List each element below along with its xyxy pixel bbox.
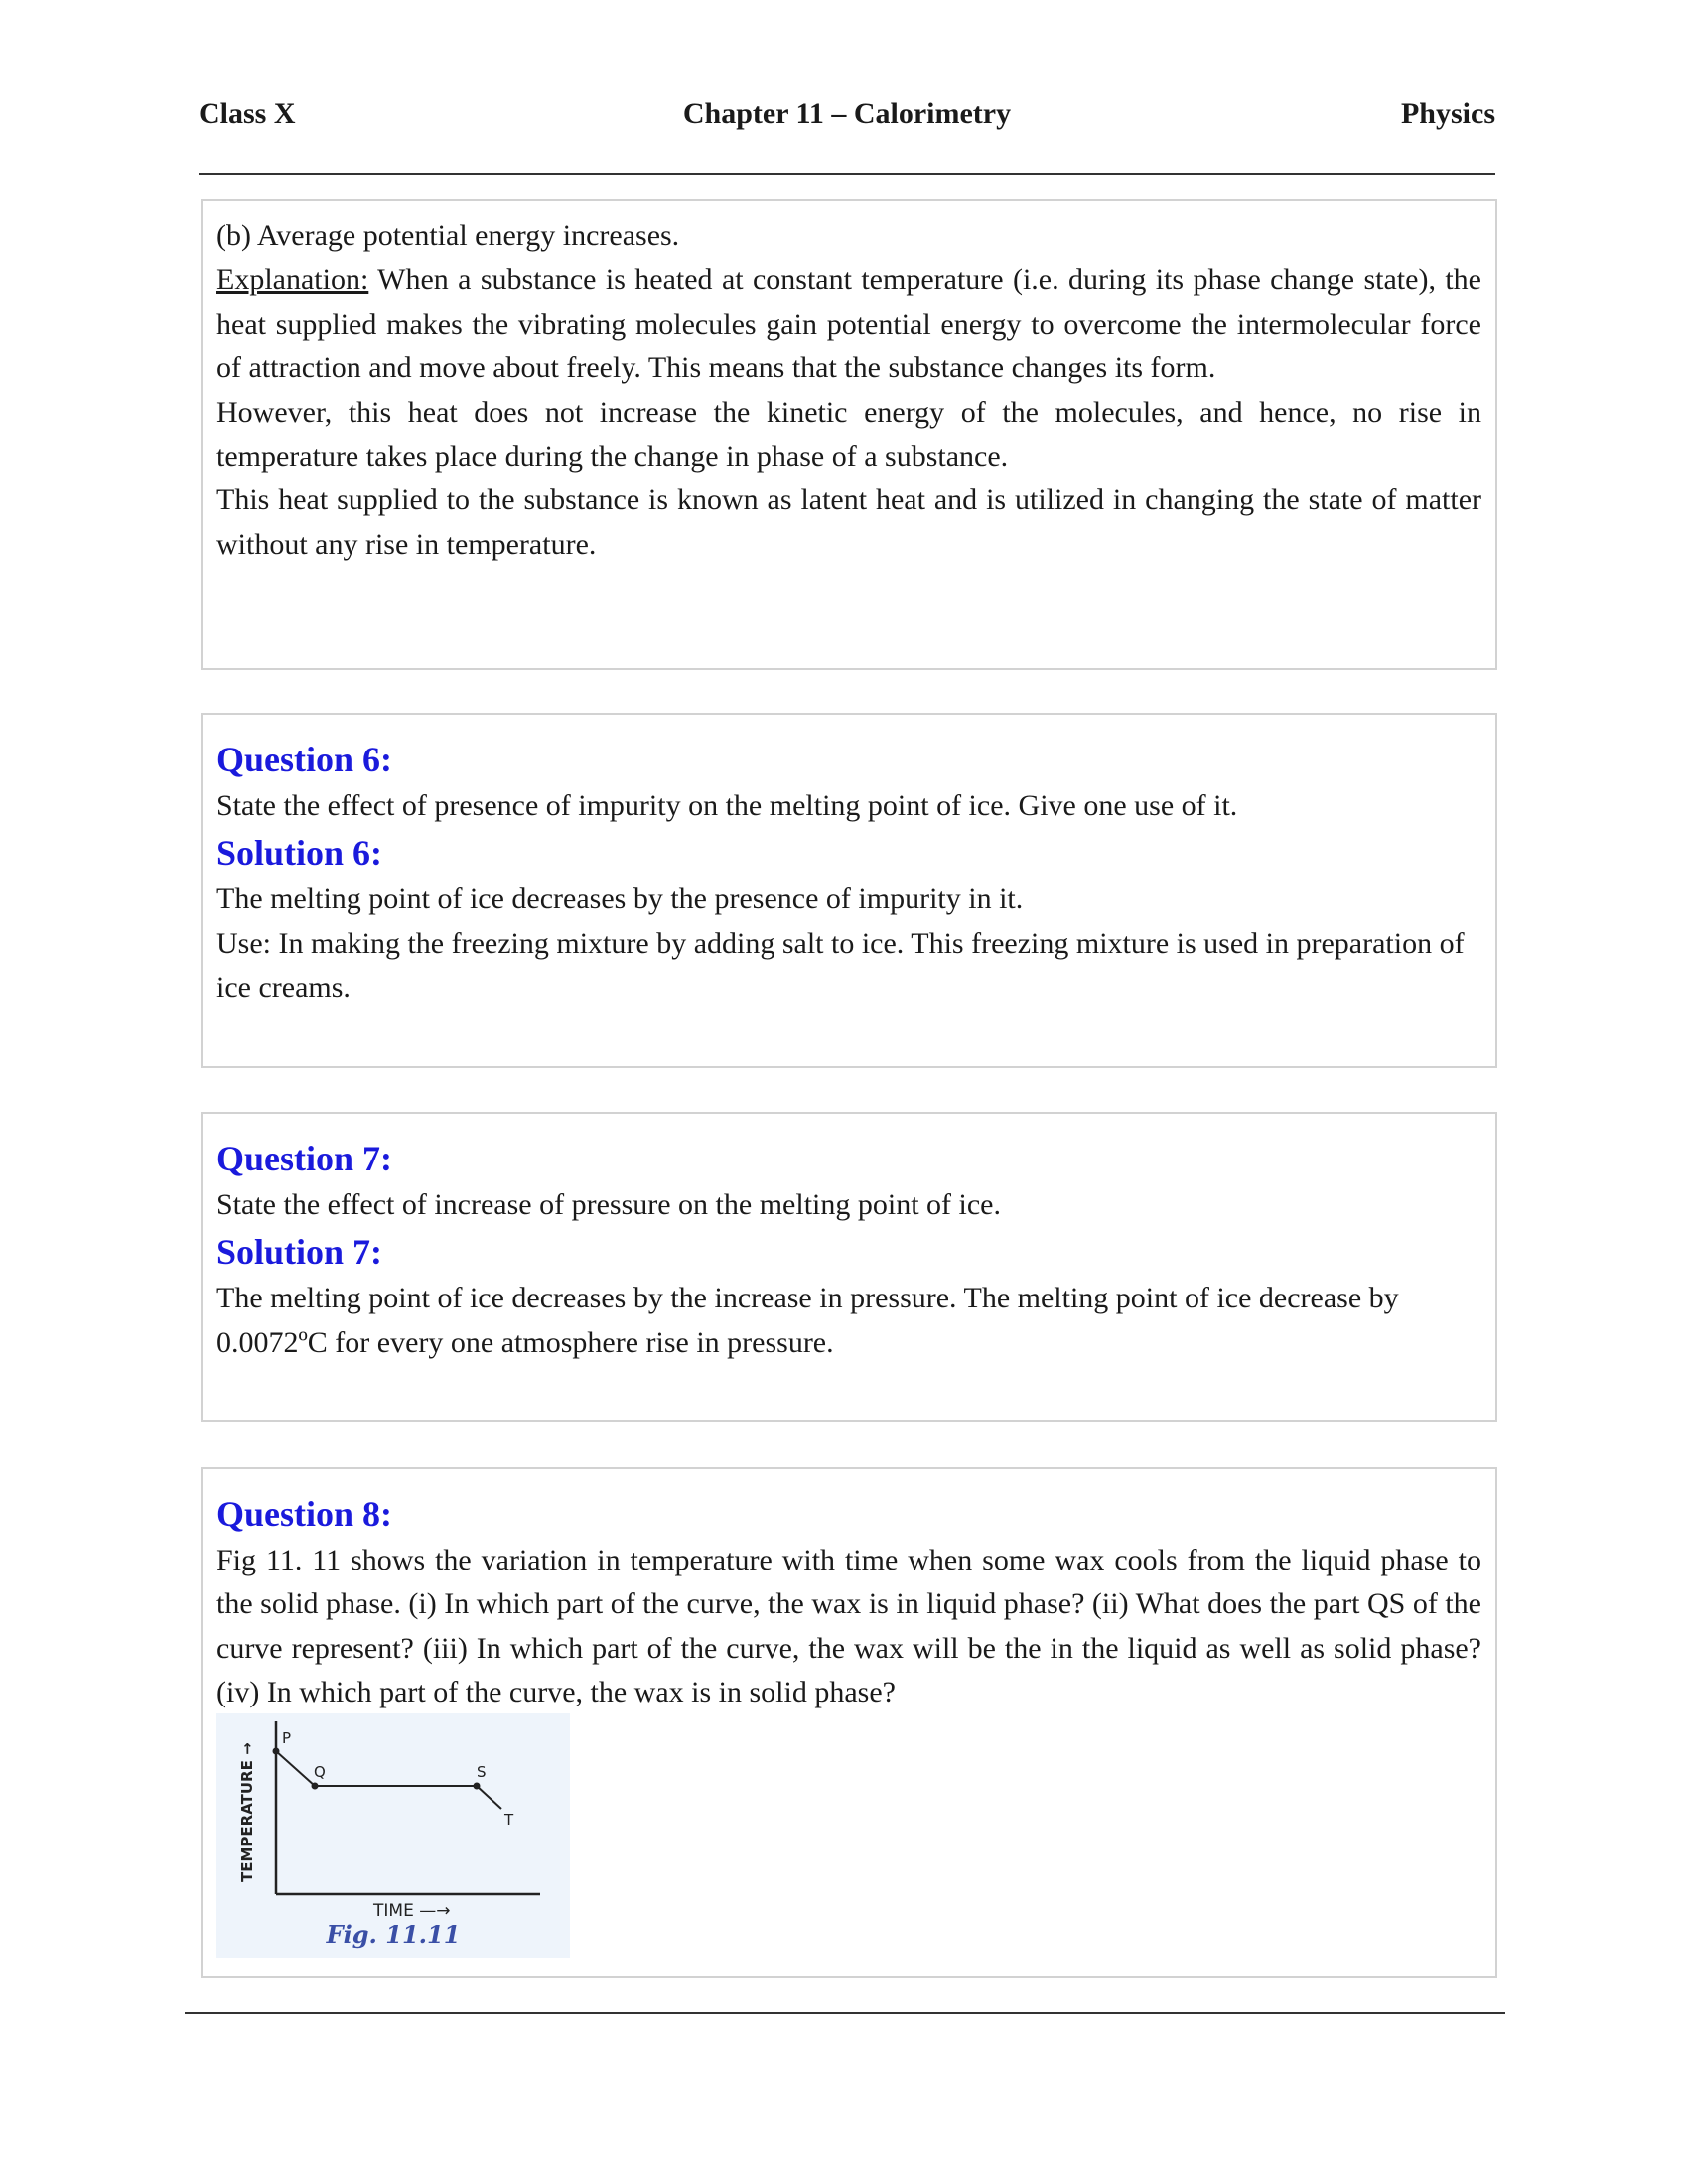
question-8-text: Fig 11. 11 shows the variation in temperature with time when some wax cools from the liquid phase to the solid phase. (i) In which part of the curve, the wax is in liquid phase? (ii) What does the part QS of the curve represent? (iii) In which part of the curve, the wax will be the in the liquid as well as solid phase? (iv) In which part of the curve, the wax is in solid phase? bbox=[216, 1544, 1481, 1709]
explanation-label: Explanation: bbox=[216, 263, 369, 297]
figure-caption: Fig. 11.11 bbox=[326, 1920, 461, 1949]
header-class: Class X bbox=[199, 97, 296, 130]
question-7-block bbox=[201, 1112, 1497, 1422]
solution-6-line-1: The melting point of ice decreases by the presence of impurity in it. bbox=[216, 883, 1024, 916]
point-q-dot bbox=[312, 1783, 319, 1790]
point-s-dot bbox=[474, 1783, 481, 1790]
segment-pq bbox=[276, 1751, 315, 1786]
answer-b: (b) Average potential energy increases. bbox=[216, 219, 680, 252]
solution-7-heading: Solution 7: bbox=[216, 1232, 383, 1273]
page-header bbox=[199, 97, 1495, 141]
question-6-block bbox=[201, 713, 1497, 1068]
explanation-text: When a substance is heated at constant temperature (i.e. during its phase change state), the heat supplied makes the vibrating molecules gain potential energy to overcome the intermolecular force of attraction and move about freely. This means that the substance changes its form. bbox=[216, 263, 1481, 385]
segment-st bbox=[477, 1786, 501, 1809]
point-s-label: S bbox=[477, 1763, 487, 1781]
solution-6-heading: Solution 6: bbox=[216, 833, 383, 874]
question-8-heading: Question 8: bbox=[216, 1494, 393, 1534]
explanation-para-3: This heat supplied to the substance is known as latent heat and is utilized in changing the state of matter without any rise in temperature. bbox=[216, 483, 1481, 561]
y-axis-label: TEMPERATURE → bbox=[238, 1742, 256, 1882]
question-6-heading: Question 6: bbox=[216, 740, 393, 779]
point-p-label: P bbox=[282, 1729, 292, 1747]
point-p-dot bbox=[273, 1748, 280, 1755]
explanation-paragraph bbox=[216, 258, 1481, 390]
question-8-block bbox=[201, 1467, 1497, 1978]
footer-divider bbox=[185, 2012, 1505, 2014]
header-subject: Physics bbox=[1400, 97, 1495, 130]
question-7-text: State the effect of increase of pressure on the melting point of ice. bbox=[216, 1188, 1001, 1221]
answer-block-b bbox=[201, 199, 1497, 670]
cooling-curve-figure bbox=[216, 1713, 570, 1958]
solution-7-text: The melting point of ice decreases by the increase in pressure. The melting point of ice decrease by 0.0072ºC for every one atmosphere rise in pressure. bbox=[216, 1282, 1399, 1359]
question-6-text: State the effect of presence of impurity on the melting point of ice. Give one use of it. bbox=[216, 789, 1238, 822]
explanation-para-2: However, this heat does not increase the kinetic energy of the molecules, and hence, no rise in temperature takes place during the change in phase of a substance. bbox=[216, 395, 1481, 474]
header-divider bbox=[199, 173, 1495, 175]
solution-6-line-2: Use: In making the freezing mixture by adding salt to ice. This freezing mixture is used in preparation of ice creams. bbox=[216, 926, 1465, 1005]
point-q-label: Q bbox=[314, 1763, 326, 1781]
point-t-label: T bbox=[504, 1811, 514, 1829]
header-chapter: Chapter 11 – Calorimetry bbox=[682, 97, 1012, 130]
x-axis-label: TIME —→ bbox=[373, 1901, 451, 1921]
question-7-heading: Question 7: bbox=[216, 1139, 393, 1178]
